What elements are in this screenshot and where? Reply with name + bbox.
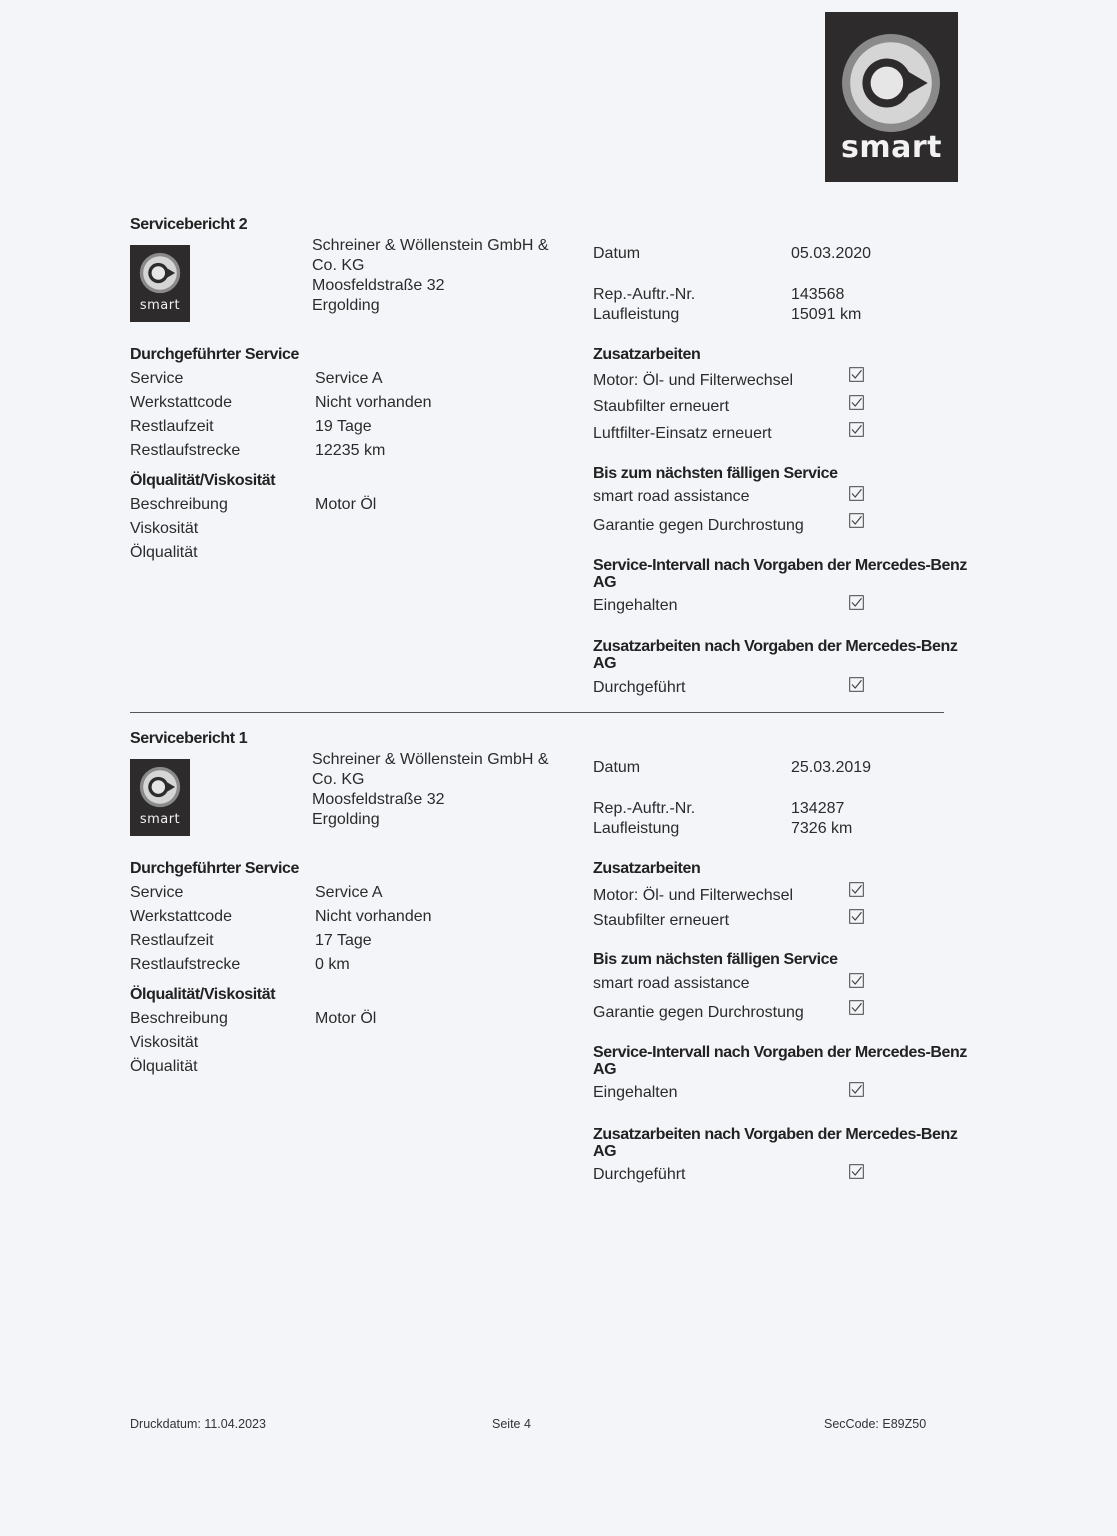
oil-description-label: Beschreibung (130, 496, 228, 513)
extras-mb-heading: Zusatzarbeiten nach Vorgaben der Mercedes-Benz AG (593, 638, 958, 672)
workshop-city: Ergolding (312, 297, 380, 314)
performed-service-heading: Durchgeführter Service (130, 346, 300, 363)
workshop-name: Schreiner & Wöllenstein GmbH & Co. KG (312, 751, 549, 788)
checkbox-checked-icon (849, 973, 864, 988)
service-interval-heading: Service-Intervall nach Vorgaben der Mercedes-Benz AG (593, 1044, 968, 1078)
workshop-address (312, 750, 577, 830)
workshop-code-label: Werkstattcode (130, 908, 232, 925)
service-label: Service (130, 884, 184, 901)
sec-code: SecCode: E89Z50 (824, 1417, 927, 1431)
workshop-code-label: Werkstattcode (130, 394, 232, 411)
checkbox-checked-icon (849, 422, 864, 437)
date-label: Datum (593, 245, 641, 262)
performed-service-heading: Durchgeführter Service (130, 860, 300, 877)
page-number: Seite 4 (492, 1417, 531, 1431)
smart-logo-text: smart (139, 812, 181, 827)
checkbox-checked-icon (849, 595, 864, 610)
oil-filter-change-label: Motor: Öl- und Filterwechsel (593, 887, 794, 904)
smart-logo-text: smart (139, 298, 181, 313)
road-assistance-label: smart road assistance (593, 975, 750, 992)
oil-quality-label: Ölqualität (130, 1058, 198, 1075)
extras-heading: Zusatzarbeiten (593, 860, 701, 877)
order-number-label: Rep.-Auftr.-Nr. (593, 800, 696, 817)
remaining-distance-label: Restlaufstrecke (130, 956, 241, 973)
report-title: Servicebericht 1 (130, 730, 248, 747)
oil-quality-label: Ölqualität (130, 544, 198, 561)
rust-warranty-label: Garantie gegen Durchrostung (593, 517, 804, 534)
checkbox-checked-icon (849, 513, 864, 528)
interval-kept-label: Eingehalten (593, 597, 678, 614)
remaining-distance-value: 12235 km (315, 442, 386, 459)
workshop-name: Schreiner & Wöllenstein GmbH & Co. KG (312, 237, 549, 274)
workshop-street: Moosfeldstraße 32 (312, 277, 445, 294)
extras-mb-heading: Zusatzarbeiten nach Vorgaben der Mercedes-Benz AG (593, 1126, 958, 1160)
mileage-value: 7326 km (791, 820, 853, 837)
air-filter-label: Luftfilter-Einsatz erneuert (593, 425, 772, 442)
checkbox-checked-icon (849, 367, 864, 382)
order-number-value: 143568 (791, 286, 845, 303)
service-interval-heading: Service-Intervall nach Vorgaben der Mercedes-Benz AG (593, 557, 968, 591)
print-date: Druckdatum: 11.04.2023 (130, 1417, 266, 1431)
viscosity-label: Viskosität (130, 520, 199, 537)
checkbox-checked-icon (849, 909, 864, 924)
date-value: 25.03.2019 (791, 759, 872, 776)
checkbox-checked-icon (849, 1164, 864, 1179)
oil-heading: Ölqualität/Viskosität (130, 986, 276, 1003)
interval-kept-label: Eingehalten (593, 1084, 678, 1101)
remaining-time-label: Restlaufzeit (130, 418, 214, 435)
until-next-heading: Bis zum nächsten fälligen Service (593, 465, 838, 482)
service-value: Service A (315, 884, 383, 901)
report-title: Servicebericht 2 (130, 216, 248, 233)
workshop-street: Moosfeldstraße 32 (312, 791, 445, 808)
smart-emblem-icon (139, 252, 181, 294)
order-number-label: Rep.-Auftr.-Nr. (593, 286, 696, 303)
date-label: Datum (593, 759, 641, 776)
smart-logo-small (130, 759, 190, 836)
service-value: Service A (315, 370, 383, 387)
smart-logo-small (130, 245, 190, 322)
checkbox-checked-icon (849, 395, 864, 410)
checkbox-checked-icon (849, 882, 864, 897)
checkbox-checked-icon (849, 677, 864, 692)
workshop-code-value: Nicht vorhanden (315, 394, 432, 411)
service-label: Service (130, 370, 184, 387)
until-next-heading: Bis zum nächsten fälligen Service (593, 951, 838, 968)
checkbox-checked-icon (849, 1082, 864, 1097)
remaining-distance-label: Restlaufstrecke (130, 442, 241, 459)
checkbox-checked-icon (849, 486, 864, 501)
remaining-time-label: Restlaufzeit (130, 932, 214, 949)
remaining-time-value: 17 Tage (315, 932, 372, 949)
viscosity-label: Viskosität (130, 1034, 199, 1051)
extras-heading: Zusatzarbeiten (593, 346, 701, 363)
remaining-time-value: 19 Tage (315, 418, 372, 435)
mileage-label: Laufleistung (593, 306, 680, 323)
dust-filter-label: Staubfilter erneuert (593, 912, 730, 929)
workshop-code-value: Nicht vorhanden (315, 908, 432, 925)
mileage-value: 15091 km (791, 306, 862, 323)
workshop-address (312, 236, 577, 316)
mileage-label: Laufleistung (593, 820, 680, 837)
smart-emblem-icon (840, 32, 942, 134)
checkbox-checked-icon (849, 1000, 864, 1015)
section-divider (130, 712, 944, 713)
road-assistance-label: smart road assistance (593, 488, 750, 505)
remaining-distance-value: 0 km (315, 956, 350, 973)
smart-logo (825, 12, 958, 182)
order-number-value: 134287 (791, 800, 845, 817)
performed-label: Durchgeführt (593, 1166, 686, 1183)
oil-heading: Ölqualität/Viskosität (130, 472, 276, 489)
date-value: 05.03.2020 (791, 245, 872, 262)
oil-description-value: Motor Öl (315, 1010, 377, 1027)
oil-description-label: Beschreibung (130, 1010, 228, 1027)
rust-warranty-label: Garantie gegen Durchrostung (593, 1004, 804, 1021)
smart-logo-text: smart (841, 130, 942, 165)
performed-label: Durchgeführt (593, 679, 686, 696)
dust-filter-label: Staubfilter erneuert (593, 398, 730, 415)
oil-filter-change-label: Motor: Öl- und Filterwechsel (593, 372, 794, 389)
workshop-city: Ergolding (312, 811, 380, 828)
oil-description-value: Motor Öl (315, 496, 377, 513)
smart-emblem-icon (139, 766, 181, 808)
